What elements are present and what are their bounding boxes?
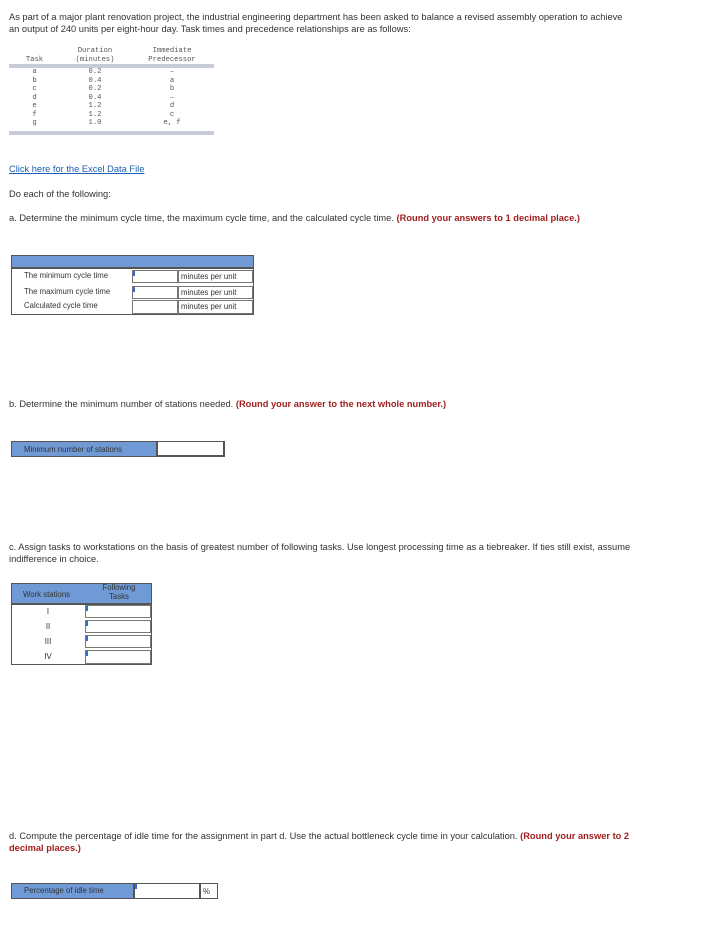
- table-row: [9, 77, 214, 86]
- instructions-text: Do each of the following:: [9, 189, 111, 199]
- max-cycle-row: [11, 285, 254, 299]
- unit-label: minutes per unit: [181, 302, 237, 311]
- station-i-input[interactable]: [85, 605, 151, 618]
- task-cell: b: [32, 76, 37, 85]
- station-name: III: [44, 637, 52, 646]
- duration-cell: 0.4: [88, 93, 102, 102]
- max-cycle-label: The maximum cycle time: [24, 287, 111, 296]
- predecessor-cell: –: [169, 93, 175, 102]
- part-a-question: [9, 212, 629, 224]
- unit-label: minutes per unit: [181, 272, 237, 281]
- duration-cell: 0.2: [88, 68, 102, 76]
- table-row: [11, 649, 152, 664]
- table-row: [9, 111, 214, 120]
- following-header-line2: Tasks: [109, 592, 129, 601]
- idle-time-input[interactable]: [134, 883, 200, 899]
- idle-time-label: Percentage of idle time: [24, 886, 104, 895]
- table-row: [9, 68, 214, 77]
- following-header-line1: Following: [102, 583, 136, 592]
- predecessor-cell: d: [169, 102, 175, 110]
- part-c-question: c. Assign tasks to workstations on the basis of greatest number of following tasks. Use longest processing time as a tiebreaker. If ties still exist, assume indifference in choice.: [9, 542, 631, 564]
- stations-table: [11, 441, 225, 457]
- task-table: [9, 47, 214, 135]
- task-cell: c: [32, 85, 37, 93]
- min-cycle-row: [11, 269, 254, 283]
- station-iii-input[interactable]: [85, 635, 151, 648]
- part-d-text: d. Compute the percentage of idle time for the assignment in part d. Use the actual bottleneck cycle time in your calculation.: [9, 831, 518, 841]
- part-b-instruction: (Round your answer to the next whole number.): [235, 399, 447, 409]
- part-a-instruction: (Round your answers to 1 decimal place.): [396, 213, 580, 223]
- predecessor-cell: e, f: [163, 119, 181, 127]
- task-cell: f: [32, 110, 37, 119]
- intro-text: As part of a major plant renovation project, the industrial engineering department has been asked to balance a revised assembly operation to achieve an output of 240 units per eight-hour day. Task times and precedence relationships are as follows:: [9, 12, 623, 34]
- table-bottom-rule: [9, 131, 214, 135]
- predecessor-header-line2: Predecessor: [148, 55, 196, 64]
- max-cycle-unit: [178, 286, 253, 299]
- calc-cycle-input[interactable]: [132, 300, 178, 314]
- table-row: [9, 85, 214, 94]
- task-cell: d: [32, 93, 37, 102]
- table-row: [9, 119, 214, 128]
- calc-cycle-unit: [178, 300, 253, 314]
- part-b-text: b. Determine the minimum number of stations needed.: [9, 399, 234, 409]
- part-d-instruction: (Round your answer to 2 decimal places.): [9, 831, 630, 853]
- table-row: [11, 619, 152, 634]
- station-name: I: [46, 607, 50, 616]
- station-iv-input[interactable]: [85, 650, 151, 664]
- duration-cell: 0.4: [88, 76, 102, 85]
- unit-label: minutes per unit: [181, 288, 237, 297]
- table-header-bar: [11, 255, 254, 268]
- part-a-text: a. Determine the minimum cycle time, the maximum cycle time, and the calculated cycle time.: [9, 213, 394, 223]
- station-name: II: [45, 622, 51, 631]
- calc-cycle-row: [11, 300, 254, 314]
- duration-cell: 0.2: [88, 85, 102, 93]
- following-tasks-header: [86, 583, 152, 601]
- workstation-header: [11, 583, 152, 604]
- table-row: [11, 634, 152, 649]
- workstation-table: [11, 583, 152, 665]
- predecessor-cell: c: [169, 110, 175, 119]
- station-name: IV: [44, 652, 52, 661]
- table-row: [11, 604, 152, 619]
- table-row: [9, 102, 214, 111]
- predecessor-cell: a: [169, 76, 175, 85]
- predecessor-cell: b: [169, 85, 175, 93]
- percent-unit-cell: [200, 883, 218, 899]
- station-ii-input[interactable]: [85, 620, 151, 633]
- excel-data-link[interactable]: Click here for the Excel Data File: [9, 164, 145, 174]
- stations-label-cell: [11, 441, 157, 457]
- duration-cell: 1.0: [88, 119, 102, 127]
- duration-cell: 1.2: [88, 102, 102, 110]
- table-row: [9, 94, 214, 103]
- min-cycle-unit: [178, 270, 253, 283]
- predecessor-header-line1: Immediate: [152, 47, 192, 55]
- predecessor-cell: –: [169, 68, 175, 76]
- stations-label: Minimum number of stations: [24, 445, 122, 454]
- idle-time-table: [11, 883, 218, 899]
- min-cycle-label: The minimum cycle time: [24, 271, 109, 280]
- duration-cell: 1.2: [88, 110, 102, 119]
- calc-cycle-label: Calculated cycle time: [24, 301, 98, 310]
- part-b-question: [9, 398, 629, 410]
- stations-input[interactable]: [157, 441, 225, 457]
- max-cycle-input[interactable]: [132, 286, 178, 299]
- percent-unit: %: [203, 887, 210, 896]
- task-cell: a: [32, 68, 37, 76]
- task-cell: g: [32, 119, 37, 127]
- duration-header-line2: (minutes): [75, 55, 115, 64]
- idle-time-label-cell: [11, 883, 134, 899]
- cycle-time-table: [11, 255, 254, 315]
- task-cell: e: [32, 102, 37, 110]
- work-stations-header: Work stations: [23, 590, 71, 599]
- duration-header-line1: Duration: [77, 47, 113, 55]
- task-header: Task: [25, 55, 44, 64]
- min-cycle-input[interactable]: [132, 270, 178, 283]
- part-d-question: [9, 830, 634, 854]
